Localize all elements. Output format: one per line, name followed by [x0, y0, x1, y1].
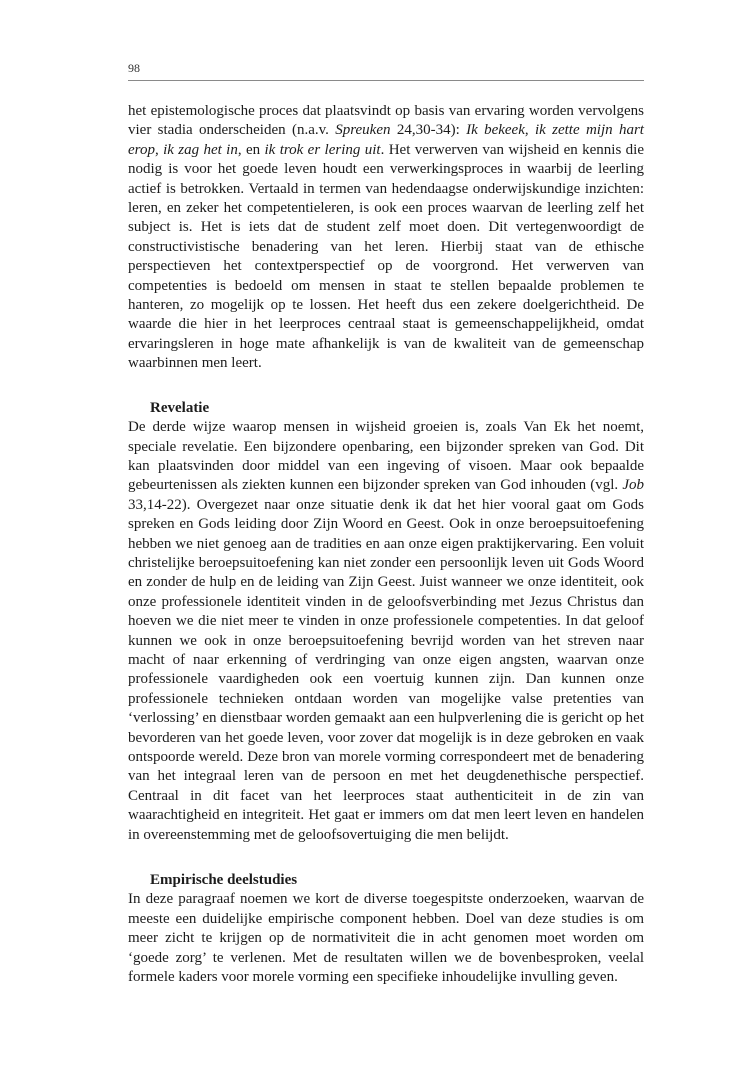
italic-text: Spreuken: [335, 122, 391, 139]
text-run: , en: [237, 141, 265, 158]
paragraph-revelatie: [128, 418, 644, 845]
text-run: het epistemologische proces dat plaatsvindt op basis van ervaring worden vervolgens vier stadia onderscheiden (n.a.v.: [128, 103, 644, 139]
header-rule: [128, 80, 644, 81]
paragraph-empirische-deelstudies: [128, 890, 644, 987]
page-number: 98: [128, 61, 140, 75]
heading-revelatie: Revelatie: [150, 399, 210, 416]
body-text: [128, 102, 644, 987]
italic-text: ik zag het in: [163, 141, 238, 158]
paragraph-epistemologie: [128, 102, 644, 374]
text-run: In deze paragraaf noemen we kort de diverse toegespitste onderzoeken, waarvan de meeste een duidelijke empirische component hebben. Doel van deze studies is om meer zicht te krijgen op de normativiteit die in acht genomen moet worden om ‘goede zorg’ te verlenen. Met de resultaten willen we de bovenbesproken, veelal formele kaders voor morele vorming een specifieke inhoudelijke invulling geven.: [128, 891, 644, 986]
text-run: 24,30-34):: [390, 122, 467, 139]
text-run: 33,14-22). Overgezet naar onze situatie denk ik dat het hier vooral gaat om Gods spreken en Gods leiding door Zijn Woord en Geest. Ook in onze beroepsuitoefening hebben we niet genoeg aan de tradities en aan onze eigen praktijkervaring. Een voluit christelijke beroepsuitoefening kan niet zonder een persoonlijk leven uit Gods Woord en zonder de hulp en de leiding van Zijn Geest. Juist wanneer we onze identiteit, ook onze professionele identiteit vinden in de geloofsverbinding met Jezus Christus dan hoeven we die niet meer te vinden in onze professionele competenties. In dat geloof kunnen we ook in onze beroepsuitoefening bevrijd worden van het streven naar macht of naar erkenning of verdringing van onze eigen angsten, waarvan onze professionele vaardigheden ook een voertuig kunnen zijn. Dan kunnen onze professionele technieken ontdaan worden van mogelijke valse pretenties van ‘verlossing’ en dienstbaar worden gemaakt aan een hulpverlening die is gericht op het bevorderen van het goede leven, voor zover dat mogelijk is in deze gebroken en vaak ontspoorde wereld. Deze bron van morele vorming correspondeert met de benadering van het integraal leren van de persoon en met het deugdenethische perspectief. Centraal in dit facet van het leerproces staat authenticiteit in de zin van waarachtigheid en integriteit. Het gaat er immers om dat men leert leven en handelen in overeenstemming met de geloofsovertuiging die men belijdt.: [128, 496, 644, 843]
italic-text: Job: [622, 477, 644, 494]
italic-text: ik trok er lering uit: [264, 141, 381, 158]
text-run: . Het verwerven van wijsheid en kennis die nodig is voor het goede leven houdt een verwerkingsproces in waarbij de leerling actief is betrokken. Vertaald in termen van hedendaagse onderwijskundige inzichten: leren, en zeker het competentieleren, is ook een proces waarvan de leerling zelf het subject is. Het is iets dat de student zelf moet doen. Dit vertegenwoordigt de constructivistische benadering van het leren. Hierbij staat van de ethische perspectieven het contextperspectief op de voorgrond. Het verwerven van competenties is bedoeld om mensen in staat te stellen bepaalde problemen te hanteren, zo mogelijk op te lossen. Het heeft dus een zekere doelgerichtheid. De waarde die hier in het leerproces centraal staat is gemeenschappelijkheid, omdat ervaringsleren in hoge mate afhankelijk is van de kwaliteit van de gemeenschap waarbinnen men leert.: [128, 141, 645, 372]
text-run: De derde wijze waarop mensen in wijsheid groeien is, zoals Van Ek het noemt, speciale revelatie. Een bijzondere openbaring, een bijzonder spreken van God. Dit kan plaatsvinden door middel van een ingeving of visoen. Maar ook bepaalde gebeurtenissen als ziekten kunnen een bijzonder spreken van God inhouden (vgl.: [128, 419, 644, 494]
text-run: ,: [154, 141, 164, 158]
text-run: ,: [524, 122, 535, 139]
italic-text: Ik bekeek: [466, 122, 525, 139]
italic-text: ik zette mijn hart erop: [128, 122, 644, 158]
heading-empirische-deelstudies: Empirische deelstudies: [150, 872, 298, 889]
